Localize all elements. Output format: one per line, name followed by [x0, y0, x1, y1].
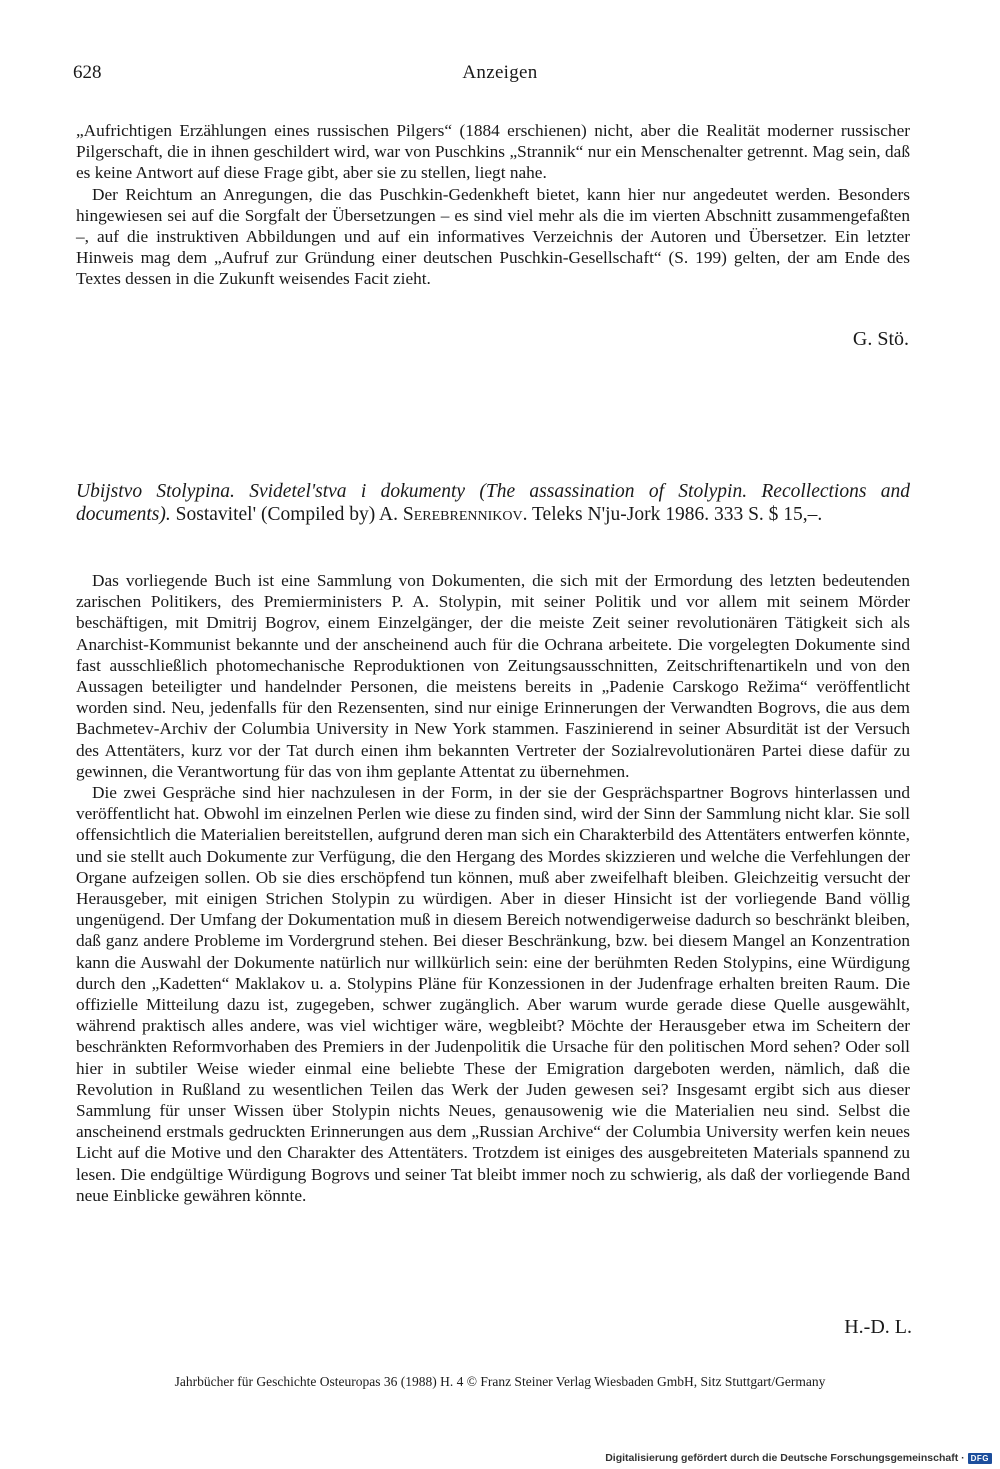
reviewer-signature: H.-D. L. — [844, 1316, 912, 1338]
dfg-logo-icon: DFG — [968, 1453, 992, 1464]
review-paragraph: Die zwei Gespräche sind hier nachzulesen in der Form, in der sie der Gesprächspartner Bogrovs hinterlassen und veröffentlicht hat. Obwohl im einzelnen Perlen wie diese zu finden sind, wird der Sinn der Sammlung nicht klar. Sie soll offensichtlich die Materialien bereitstellen, aufgrund deren man sich ein Charakterbild des Attentäters entwerfen könnte, und sie stellt auch Dokumente zur Verfügung, die den Hergang des Mordes skizzieren und welche die Verfehlungen der Organe aufzeigen sollen. Ob sie dies erschöpfend tun können, muß aber zweifelhaft bleiben. Gleichzeitig versucht der Herausgeber, mit einigen Strichen Stolypin zu würdigen. Aber in dieser Hinsicht ist der vorliegende Band völlig ungenügend. Der Umfang der Dokumentation muß in diesem Bereich notwendigerweise dadurch so beschränkt bleiben, daß ganz andere Probleme im Vordergrund stehen. Bei dieser Beschränkung, bzw. bei diesem Mangel an Konzentration kann die Auswahl der Dokumente natürlich nur willkürlich sein: eine der berühmten Reden Stolypins, eine Würdigung durch den „Kadetten“ Maklakov u. a. Stolypins Pläne für Konzessionen in der Judenfrage erhalten breiten Raum. Die offizielle Mitteilung dazu ist, zugegeben, schwer zugänglich. Aber warum wurde gerade diese Quelle ausgewählt, während praktisch alles andere, was viel wichtiger wäre, wegbleibt? Möchte der Herausgeber etwa im Scheitern der beschränkten Reformvorhaben des Premiers in der Judenpolitik die Ursache für den politischen Mord sehen? Oder soll hier in subtiler Weise wieder einmal eine beliebte These der Emigration dargeboten werden, nämlich, daß die Revolution in Rußland zu wesentlichen Teilen das Werk der Juden gewesen sei? Insgesamt ergibt sich aus dieser Sammlung für unser Wissen über Stolypin nichts Neues, genausowenig wie die Materialien neu sind. Selbst die anscheinend erstmals gedruckten Erinnerungen aus dem „Russian Archive“ der Columbia University werfen kein neues Licht auf die Motive und den Charakter des Attentäters. Trotzdem ist einiges des ausgebreiteten Materials spannend zu lesen. Die endgültige Würdigung Bogrovs und seiner Tat bleibt immer noch zu schwierig, als daß der vorliegende Band neue Einblicke gewähren könnte. — [76, 783, 910, 1205]
journal-citation: Jahrbücher für Geschichte Osteuropas 36 (1988) H. 4 © Franz Steiner Verlag Wiesbaden GmbH, Sitz Stuttgart/Germany — [174, 1374, 826, 1389]
bibliographic-heading — [76, 481, 910, 527]
review-paragraph: Das vorliegende Buch ist eine Sammlung von Dokumenten, die sich mit der Ermordung des letzten bedeutenden zarischen Politikers, des Premierministers P. A. Stolypin, mit seiner Politik und vor allem mit seinem Mörder beschäftigen, mit Dmitrij Bogrov, einem Einzelgänger, der die meiste Zeit seiner revolutionären Tätigkeit sich als Anarchist-Kommunist bekannte und der anscheinend auch für die Ochrana arbeitete. Die vorgelegten Dokumente sind fast ausschließlich photomechanische Reproduktionen von Zeitungsausschnitten, Zeitschriftenartikeln und von den Aussagen beteiligter und handelnder Personen, die meistens bereits in „Padenie Carskogo Režima“ veröffentlicht worden sind. Neu, jedenfalls für den Rezensenten, sind nur einige Erinnerungen der Verwandten Bogrovs, die aus dem Bachmetev-Archiv der Columbia University in New York stammen. Faszinierend in seiner Absurdität ist der Versuch des Attentäters, kurz vor der Tat durch einen ihm bekannten Vertreter der Sozialrevolutionären Partei diese dafür zu gewinnen, die Verantwortung für das von ihm geplante Attentat zu übernehmen. — [76, 571, 910, 781]
review-paragraph: „Aufrichtigen Erzählungen eines russischen Pilgers“ (1884 erschienen) nicht, aber die Realität moderner russischer Pilgerschaft, die in ihnen geschildert wird, war von Puschkins „Strannik“ nur ein Menschenalter getrennt. Mag sein, daß es keine Antwort auf diese Frage gibt, aber sie zu stellen, liegt nahe. — [76, 121, 910, 183]
review-paragraph: Der Reichtum an Anregungen, die das Puschkin-Gedenkheft bietet, kann hier nur angedeutet werden. Besonders hingewiesen sei auf die Sorgfalt der Übersetzungen – es sind viel mehr als die im vierten Abschnitt zusammengefaßten –, auf die instruktiven Abbildungen und auf ein informatives Verzeichnis der Autoren und Übersetzer. Ein letzter Hinweis mag dem „Aufruf zur Gründung einer deutschen Puschkin-Gesellschaft“ (S. 199) gelten, der am Ende des Textes dessen in die Zukunft weisendes Facit zieht. — [76, 184, 910, 289]
page-number: 628 — [73, 62, 102, 83]
compiler-name: Serebrennikov — [402, 503, 523, 525]
review-body — [76, 570, 910, 1206]
running-title: Anzeigen — [462, 62, 538, 83]
dfg-text: Digitalisierung gefördert durch die Deutsche Forschungsgemeinschaft · — [605, 1452, 965, 1464]
review-continuation — [76, 120, 910, 290]
publication-details: . Teleks N'ju-Jork 1986. 333 S. $ 15,–. — [522, 503, 823, 525]
reviewer-signature: G. Stö. — [852, 328, 909, 350]
compiler-prefix: Sostavitel' (Compiled by) A. — [175, 503, 398, 525]
book-title: Ubijstvo Stolypina. Svidetel'stva i dokumenty (The assassination of Stolypin. Recollections and documents). — [76, 481, 910, 525]
dfg-funding-note — [605, 1452, 992, 1464]
